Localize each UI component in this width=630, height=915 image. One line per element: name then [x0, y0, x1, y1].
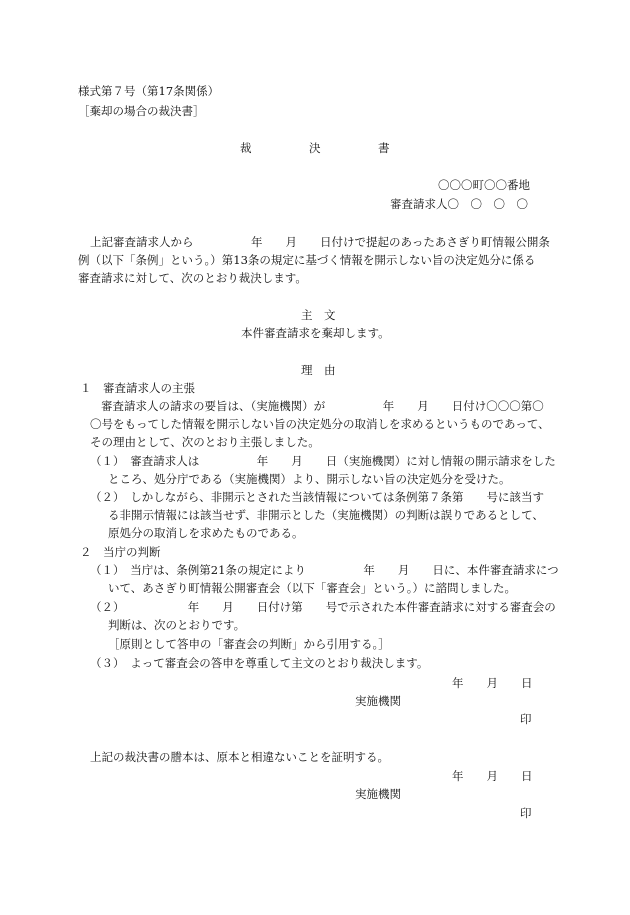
section-1-item-2-line-2: る非開示情報には該当せず、非開示とした（実施機関）の判断は誤りであるとして、	[108, 508, 544, 522]
certification-seal: 印	[520, 806, 532, 820]
section-2-item-2-line-3: ［原則として答申の「審査会の判断」から引用する。］	[108, 637, 390, 651]
signature-seal: 印	[520, 712, 532, 726]
section-2-item-1-line-1: （１） 当庁は、条例第21条の規定により 年 月 日に、本件審査請求につ	[90, 563, 559, 577]
document-title: 裁 決 書	[240, 141, 390, 155]
section-1-title: １ 審査請求人の主張	[80, 381, 195, 395]
claimant-name: 審査請求人〇 〇 〇 〇	[390, 197, 528, 211]
section-2-item-3: （３） よって審査会の答申を尊重して主文のとおり裁決します。	[90, 656, 429, 670]
section-2-item-2-line-1: （２） 年 月 日付け第 号で示された本件審査請求に対する審査会の	[90, 600, 556, 614]
certification-date: 年 月 日	[452, 769, 533, 783]
section-1-body-3: その理由として、次のとおり主張しました。	[90, 435, 320, 449]
section-1-body-1: 審査請求人の請求の要旨は、（実施機関）が 年 月 日付け〇〇〇第〇	[101, 399, 544, 413]
section-1-item-2-line-3: 原処分の取消しを求めたものである。	[108, 526, 304, 540]
section-2-title: ２ 当庁の判断	[80, 545, 161, 559]
signature-date: 年 月 日	[452, 676, 533, 690]
section-1-body-2: 〇号をもってした情報を開示しない旨の決定処分の取消しを求めるというものであって、	[90, 417, 550, 431]
certification-text: 上記の裁決書の謄本は、原本と相違ないことを証明する。	[90, 750, 389, 764]
signature-agency: 実施機関	[355, 694, 401, 708]
form-number: 様式第７号（第17条関係）	[78, 84, 220, 98]
main-heading: 主 文	[301, 308, 336, 322]
section-1-item-2-line-1: （２） しかしながら、非開示とされた当該情報については条例第７条第 号に該当す	[90, 490, 545, 504]
section-2-item-1-line-2: いて、あさぎり町情報公開審査会（以下「審査会」という。）に諮問しました。	[108, 581, 517, 595]
certification-agency: 実施機関	[355, 787, 401, 801]
main-text: 本件審査請求を棄却します。	[241, 326, 390, 340]
claimant-address: 〇〇〇町〇〇番地	[438, 178, 530, 192]
section-2-item-2-line-2: 判断は、次のとおりです。	[108, 618, 246, 632]
section-1-item-1-line-1: （１） 審査請求人は 年 月 日（実施機関）に対し情報の開示請求をした	[90, 454, 556, 468]
reason-heading: 理 由	[301, 363, 336, 377]
intro-line-3: 審査請求に対して、次のとおり裁決します。	[78, 271, 307, 285]
intro-line-2: 例（以下「条例」という。）第13条の規定に基づく情報を開示しない旨の決定処分に係る	[78, 253, 536, 267]
form-subtitle: ［棄却の場合の裁決書］	[78, 104, 205, 118]
section-1-item-1-line-2: ところ、処分庁である（実施機関）より、開示しない旨の決定処分を受けた。	[108, 472, 511, 486]
intro-line-1: 上記審査請求人から 年 月 日付けで提起のあったあさぎり町情報公開条	[90, 235, 550, 249]
